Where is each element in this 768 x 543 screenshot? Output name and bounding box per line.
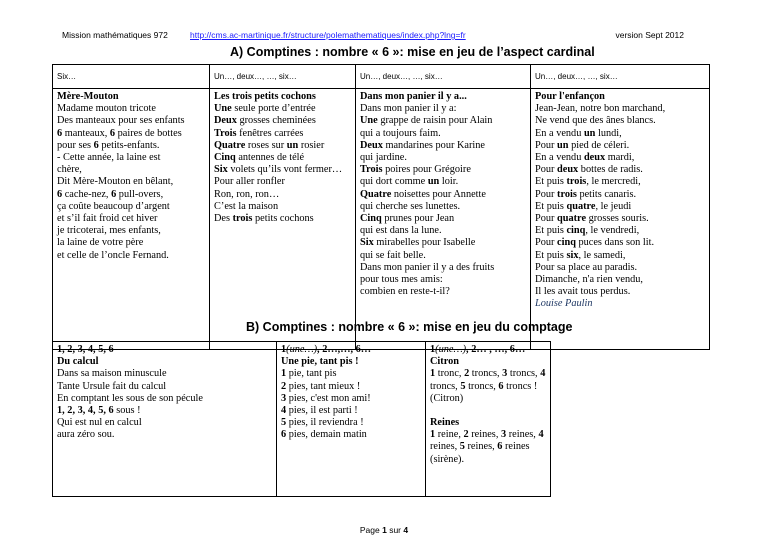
poem-lines — [214, 103, 351, 225]
poem-line: Quatre noisettes pour Annette — [360, 188, 486, 200]
poem-line: 2 pies, tant mieux ! — [281, 380, 361, 392]
poem-enfancon — [531, 89, 710, 350]
poem-line: 6 pies, demain matin — [281, 429, 367, 441]
poem-line: 6 manteaux, 6 paires de bottes — [57, 127, 182, 139]
poem-line: En a vendu un lundi, — [535, 127, 622, 139]
poem-du-calcul — [53, 342, 277, 497]
poem-line: Jean-Jean, notre bon marchand, — [535, 103, 666, 115]
poem-title: Pour l'enfançon — [535, 91, 605, 102]
poem-lines — [360, 103, 526, 298]
page-footer: Page 1 sur 4 — [359, 525, 409, 535]
poem-title: Une pie, tant pis ! — [281, 356, 359, 368]
poem-title: Les trois petits cochons — [214, 91, 316, 102]
poem-lines — [430, 368, 546, 405]
poem-heading: 1(une…), 2… , …, 6… — [430, 344, 526, 355]
poem-line: Une seule porte d’entrée — [214, 103, 316, 115]
poem-heading: 1(une…), 2…,…, 6… — [281, 344, 372, 355]
poem-line: 5 pies, il reviendra ! — [281, 417, 364, 429]
poem-line: Des trois petits cochons — [214, 213, 314, 225]
poem-line: chère, — [57, 164, 82, 176]
poem-line: C’est la maison — [214, 200, 279, 212]
poem-lines — [57, 103, 205, 262]
poem-line: 1, 2, 3, 4, 5, 6 sous ! — [57, 405, 141, 417]
poem-title: Mère-Mouton — [57, 91, 119, 102]
poem-line: (Citron) — [430, 392, 464, 404]
section-b-title: B) Comptines : nombre « 6 »: mise en jeu du comptage — [246, 320, 573, 334]
poem-line: Ron, ron, ron… — [214, 188, 280, 200]
header-link[interactable]: http://cms.ac-martinique.fr/structure/polemathematiques/index.php?lng=fr — [190, 30, 466, 40]
poem-author: Louise Paulin — [535, 298, 593, 310]
col-header-count-4: Un…, deux…, …, six… — [531, 65, 710, 89]
poem-heading: 1, 2, 3, 4, 5, 6 — [57, 344, 114, 355]
poem-line: 6 cache-nez, 6 pull-overs, — [57, 188, 164, 200]
poem-line: pour tous mes amis: — [360, 274, 443, 286]
poem-line: et celle de l’oncle Fernand. — [57, 249, 169, 261]
poem-line: qui est dans la lune. — [360, 225, 442, 237]
poem-line: Des manteaux pour ses enfants — [57, 115, 185, 127]
section-a-header-row — [53, 65, 710, 89]
section-a-title: A) Comptines : nombre « 6 »: mise en jeu de l’aspect cardinal — [230, 45, 595, 59]
poem-line: 4 pies, il est parti ! — [281, 405, 358, 417]
poem-line: Six volets qu’ils vont fermer… — [214, 164, 343, 176]
poem-line: qui jardine. — [360, 152, 407, 164]
section-b-table — [52, 341, 551, 497]
poem-line: ça coûte beaucoup d’argent — [57, 200, 170, 212]
poem-line: Tante Ursule fait du calcul — [57, 380, 167, 392]
poem-une-pie — [277, 342, 426, 497]
poem-line: En a vendu deux mardi, — [535, 152, 635, 164]
poem-line: pour ses 6 petits-enfants. — [57, 139, 160, 151]
poem-line: Ne vend que des ânes blancs. — [535, 115, 656, 127]
poem-line: Pour deux bottes de radis. — [535, 164, 643, 176]
poem-line: 3 pies, c'est mon ami! — [281, 392, 371, 404]
poem-line: Pour trois petits canaris. — [535, 188, 637, 200]
poem-line: En comptant les sous de son pécule — [57, 392, 203, 404]
poem-line: qui a toujours faim. — [360, 127, 441, 139]
col-header-count-2: Un…, deux…, …, six… — [210, 65, 356, 89]
poem-line: Pour aller ronfler — [214, 176, 285, 188]
poem-line: - Cette année, la laine est — [57, 152, 161, 164]
poem-line: Pour sa place au paradis. — [535, 261, 638, 273]
poem-line: Dans sa maison minuscule — [57, 368, 167, 380]
poem-line: Et puis trois, le mercredi, — [535, 176, 641, 188]
poem-trois-cochons — [210, 89, 356, 350]
poem-lines — [57, 368, 272, 441]
poem-title: Dans mon panier il y a... — [360, 91, 467, 102]
poem-line: Quatre roses sur un rosier — [214, 139, 325, 151]
poem-line: combien en reste-t-il? — [360, 286, 450, 298]
poem-line: (sirène). — [430, 453, 465, 465]
poem-title: Du calcul — [57, 356, 99, 368]
poem-line: Trois fenêtres carrées — [214, 127, 304, 139]
poem-line: Pour quatre grosses souris. — [535, 213, 649, 225]
section-a-table — [52, 64, 710, 350]
poem-line: Et puis cinq, le vendredi, — [535, 225, 640, 237]
poem-line: Qui est nul en calcul — [57, 417, 142, 429]
poem-line: Dans mon panier il y a: — [360, 103, 457, 115]
poem-line: Il les avait tous perdus. — [535, 286, 631, 298]
col-header-count-3: Un…, deux…, …, six… — [356, 65, 531, 89]
header-mission: Mission mathématiques 972 — [62, 30, 168, 40]
poem-line: reines, 5 reines, 6 reines — [430, 441, 530, 453]
poem-line: Dimanche, n'a rien vendu, — [535, 274, 643, 286]
poem-title: Reines — [430, 417, 460, 429]
poem-line: et s’il fait froid cet hiver — [57, 213, 158, 225]
poem-line: la laine de votre père — [57, 237, 144, 249]
poem-citron-reines — [426, 342, 551, 497]
poem-line: Et puis quatre, le jeudi — [535, 200, 632, 212]
poem-line: 1 reine, 2 reines, 3 reines, 4 — [430, 429, 544, 441]
poem-line: Deux mandarines pour Karine — [360, 139, 485, 151]
poem-line: Et puis six, le samedi, — [535, 249, 626, 261]
poem-line: Dit Mère-Mouton en bêlant, — [57, 176, 174, 188]
poem-line: qui cherche ses lunettes. — [360, 200, 461, 212]
poem-line: qui se fait belle. — [360, 249, 426, 261]
poem-panier — [356, 89, 531, 350]
poem-line: Six mirabelles pour Isabelle — [360, 237, 476, 249]
poem-line: 1 tronc, 2 troncs, 3 troncs, 4 — [430, 368, 546, 380]
poem-line: Dans mon panier il y a des fruits — [360, 261, 495, 273]
poem-line: Pour un pied de céleri. — [535, 139, 630, 151]
poem-lines — [535, 103, 705, 298]
header-version: version Sept 2012 — [615, 30, 684, 40]
poem-line: Une grappe de raisin pour Alain — [360, 115, 493, 127]
poem-line: Deux grosses cheminées — [214, 115, 316, 127]
poem-line: Madame mouton tricote — [57, 103, 156, 115]
poem-lines — [281, 368, 421, 441]
poem-line: Cinq antennes de télé — [214, 152, 305, 164]
poem-line: je tricoterai, mes enfants, — [57, 225, 161, 237]
poem-lines — [430, 429, 546, 466]
poem-mere-mouton — [53, 89, 210, 350]
poem-title: Citron — [430, 356, 459, 368]
poem-line: qui dort comme un loir. — [360, 176, 459, 188]
poem-line: 1 pie, tant pis — [281, 368, 337, 380]
poem-line: troncs, 5 troncs, 6 troncs ! — [430, 380, 538, 392]
col-header-six: Six… — [53, 65, 210, 89]
poem-line: Trois poires pour Grégoire — [360, 164, 471, 176]
poem-line: Cinq prunes pour Jean — [360, 213, 455, 225]
poem-line: aura zéro sou. — [57, 429, 115, 441]
poem-line: Pour cinq puces dans son lit. — [535, 237, 655, 249]
